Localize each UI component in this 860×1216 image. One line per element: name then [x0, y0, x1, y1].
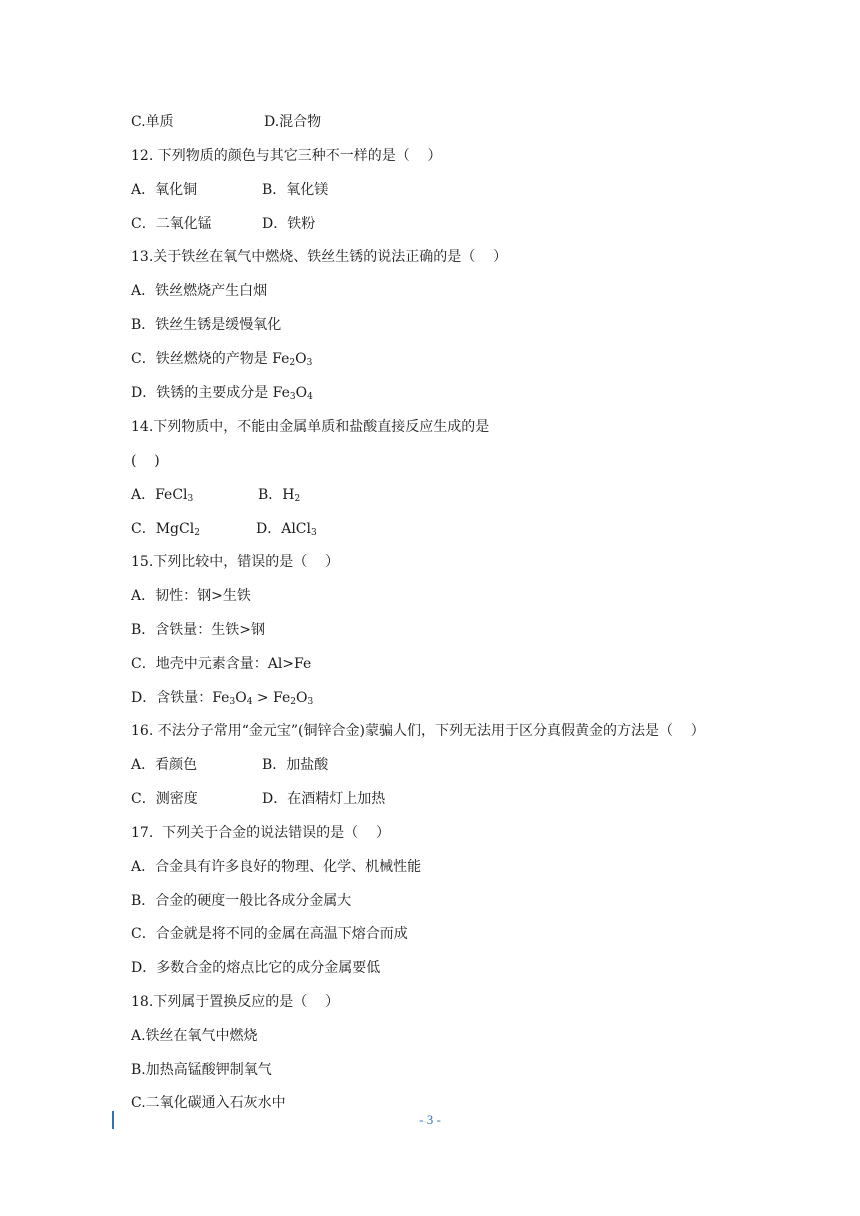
subscript: 3: [306, 358, 313, 368]
q16-option-b: B．加盐酸: [262, 757, 329, 773]
q15-option-b: B．含铁量：生铁>钢: [131, 622, 266, 638]
subscript: 3: [307, 697, 314, 707]
question-12: 12. 下列物质的颜色与其它三种不一样的是（ ）: [131, 148, 442, 164]
subscript: 3: [229, 697, 236, 707]
q15-option-d: [131, 689, 313, 707]
q13-option-a: A．铁丝燃烧产生白烟: [131, 283, 268, 299]
q13c-text: C．铁丝燃烧的产物是 Fe: [131, 351, 290, 367]
q15-option-c: C．地壳中元素含量：Al>Fe: [131, 656, 312, 672]
q13-option-c: [131, 350, 312, 368]
q14b-text: B．H: [258, 487, 295, 503]
question-18: 18.下列属于置换反应的是（ ）: [131, 994, 340, 1010]
q12-option-b: B．氧化镁: [262, 182, 329, 198]
q12-option-d: D．铁粉: [262, 216, 316, 232]
subscript: 2: [194, 528, 200, 538]
question-17: 17. 下列关于合金的说法错误的是（ ）: [131, 825, 390, 841]
option-c-substance: C.单质: [131, 114, 174, 130]
q17-option-b: B．合金的硬度一般比各成分金属大: [131, 893, 352, 909]
q14c-text: C．MgCl: [131, 521, 195, 537]
q18-option-c: C.二氧化碳通入石灰水中: [131, 1095, 286, 1111]
q14a-text: A．FeCl: [131, 487, 188, 503]
question-16: 16. 不法分子常用“金元宝”(铜锌合金)蒙骗人们，下列无法用于区分真假黄金的方法是（ ）: [131, 723, 705, 739]
q14-option-a: [131, 486, 193, 504]
q13d-text: D．铁锈的主要成分是 Fe: [131, 385, 290, 401]
question-15: 15.下列比较中，错误的是（ ）: [131, 554, 340, 570]
oxygen-symbol: O: [235, 690, 247, 706]
q14-option-c: [131, 520, 200, 538]
subscript: 2: [289, 358, 296, 368]
subscript: 4: [246, 697, 253, 707]
subscript: 3: [311, 528, 317, 538]
q14-option-d: [256, 520, 317, 538]
subscript: 3: [289, 392, 296, 402]
question-13: 13.关于铁丝在氧气中燃烧、铁丝生锈的说法正确的是（ ）: [131, 249, 508, 265]
subscript: 4: [307, 392, 313, 402]
comparison-text: > Fe: [252, 690, 291, 706]
q14d-text: D．AlCl: [256, 521, 312, 537]
q18-option-a: A.铁丝在氧气中燃烧: [131, 1028, 258, 1044]
oxygen-symbol: O: [296, 690, 308, 706]
q13-option-d: [131, 384, 313, 402]
q17-option-a: A．合金具有许多良好的物理、化学、机械性能: [131, 859, 422, 875]
subscript: 2: [294, 494, 301, 504]
subscript: 3: [187, 494, 194, 504]
oxygen-symbol: O: [295, 385, 308, 401]
oxygen-symbol: O: [295, 351, 307, 367]
q15-option-a: A．韧性：钢>生铁: [131, 588, 251, 604]
q18-option-b: B.加热高锰酸钾制氧气: [131, 1062, 272, 1078]
q14-option-b: [258, 486, 300, 504]
q16-option-a: A．看颜色: [131, 757, 198, 773]
q14-paren: ( ): [131, 453, 160, 469]
q16-option-d: D．在酒精灯上加热: [262, 791, 386, 807]
page-number: - 3 -: [419, 1112, 441, 1127]
subscript: 2: [290, 697, 297, 707]
question-14: 14.下列物质中，不能由金属单质和盐酸直接反应生成的是: [131, 419, 490, 435]
q13-option-b: B．铁丝生锈是缓慢氧化: [131, 317, 282, 333]
option-d-mixture: D.混合物: [264, 114, 322, 130]
q15d-text: D．含铁量：Fe: [131, 690, 230, 706]
q12-option-c: C．二氧化锰: [131, 216, 212, 232]
q17-option-d: D．多数合金的熔点比它的成分金属要低: [131, 960, 381, 976]
q17-option-c: C．合金就是将不同的金属在高温下熔合而成: [131, 926, 408, 942]
q12-option-a: A．氧化铜: [131, 182, 198, 198]
q16-option-c: C．测密度: [131, 791, 198, 807]
